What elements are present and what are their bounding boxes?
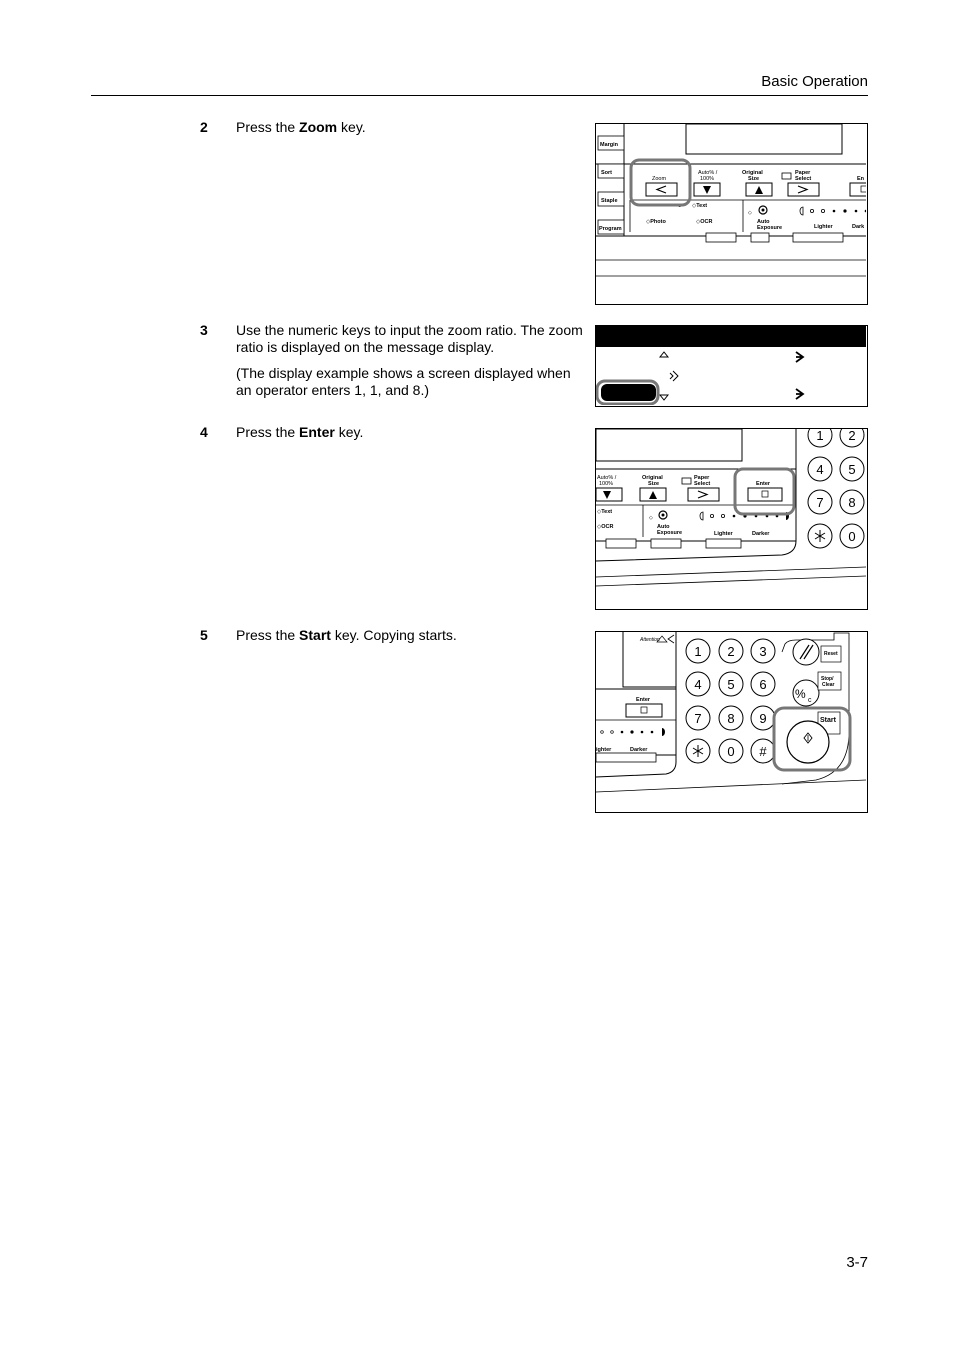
enter-key-label: Enter	[636, 697, 651, 703]
key-2-label: 2	[848, 429, 856, 443]
darker-icon	[662, 728, 665, 736]
display-highlighted-field	[601, 384, 656, 401]
paper-select-label: Paper	[795, 170, 811, 176]
program-key-label: Program	[599, 226, 622, 232]
step-note: (The display example shows a screen displayed when an operator enters 1, 1, and 8.)	[236, 365, 571, 398]
key-6-label: 6	[759, 677, 767, 692]
key-0-label: 0	[727, 744, 735, 759]
step-text-post: key.	[337, 119, 366, 135]
step-text-post: key.	[334, 424, 364, 440]
paper-icon	[682, 478, 691, 484]
right-arrow-key[interactable]	[688, 488, 719, 501]
reset-label: Reset	[824, 651, 838, 657]
key-4-label: 4	[694, 677, 702, 692]
enter-key[interactable]	[748, 488, 782, 501]
lighter-label: Lighter	[814, 224, 833, 230]
zoom-key[interactable]	[646, 183, 677, 196]
step-instruction	[236, 424, 586, 441]
auto-exposure-label: Auto	[757, 219, 770, 225]
staple-key-label: Staple	[601, 198, 618, 204]
step-text-pre: Press the	[236, 627, 300, 643]
figure-message-display	[595, 325, 868, 407]
step-text-pre: Press the	[236, 119, 300, 135]
key-hash-label: #	[759, 744, 767, 759]
key-8-label: 8	[727, 711, 735, 726]
ocr-mode-label: ◇OCR	[597, 524, 614, 530]
reset-key[interactable]	[793, 639, 819, 665]
zoom-key-label: Zoom	[652, 176, 667, 182]
auto-percent-label-2: 100%	[700, 176, 715, 182]
enter-key-label: Enter	[756, 481, 771, 487]
key-3-label: 3	[759, 644, 767, 659]
step-paragraph: Use the numeric keys to input the zoom ratio. The zoom ratio is displayed on the message display.	[236, 322, 583, 355]
paper-select-label-2: Select	[694, 481, 711, 487]
key-7-label: 7	[694, 711, 702, 726]
key-2-label: 2	[727, 644, 735, 659]
lighter-label: Lighter	[714, 531, 733, 537]
header-rule	[91, 95, 868, 96]
step-key-name: Enter	[299, 424, 335, 440]
photo-mode-label: ◇Photo	[646, 219, 666, 225]
stop-clear-icon: %	[795, 687, 806, 701]
enter-label-partial: En	[857, 176, 865, 182]
arrow-right-icon	[796, 352, 803, 362]
darker-label: Darker	[630, 747, 648, 753]
step-text-pre: Press the	[236, 424, 300, 440]
darker-label-partial: Dark	[852, 224, 865, 230]
arrow-icon	[670, 371, 678, 381]
key-9-label: 9	[759, 711, 767, 726]
auto-exposure-indicator: ◇	[748, 210, 752, 216]
original-size-label: Original	[642, 475, 663, 481]
step-key-name: Zoom	[299, 119, 338, 135]
key-4-label: 4	[816, 462, 824, 477]
scroll-up-icon	[660, 352, 668, 357]
key-5-label: 5	[848, 462, 856, 477]
key-1-label: 1	[694, 644, 702, 659]
original-size-label-2: Size	[648, 481, 660, 487]
step-instruction	[236, 627, 586, 644]
original-size-label-2: Size	[748, 176, 760, 182]
margin-key-label: Margin	[600, 142, 619, 148]
key-8-label: 8	[848, 495, 856, 510]
key-7-label: 7	[816, 495, 824, 510]
lighter-label-partial: ighter	[596, 747, 612, 753]
page-number: 3-7	[846, 1254, 868, 1271]
step-text-post: key. Copying starts.	[330, 627, 457, 643]
ocr-mode-label: ◇OCR	[696, 219, 713, 225]
lighter-icon	[800, 207, 803, 215]
text-mode-partial: o	[678, 203, 682, 209]
auto-exposure-label-2: Exposure	[657, 530, 683, 536]
lighter-icon	[700, 512, 703, 520]
paper-select-label: Paper	[694, 475, 710, 481]
enter-key[interactable]	[626, 704, 662, 717]
auto-exposure-label-2: Exposure	[757, 225, 783, 231]
paper-select-label-2: Select	[795, 176, 812, 182]
figure-zoom-panel	[595, 123, 868, 305]
stop-clear-label: Stop/	[821, 676, 834, 682]
step-number: 5	[200, 627, 208, 643]
original-size-label: Original	[742, 170, 763, 176]
text-mode-label: ◇Text	[692, 203, 708, 209]
auto-exposure-indicator: ◇	[649, 515, 653, 521]
right-arrow-key[interactable]	[788, 183, 819, 196]
step-instruction	[236, 119, 586, 136]
auto-percent-label: Auto% /	[698, 170, 718, 176]
start-key[interactable]	[787, 721, 829, 763]
paper-icon	[782, 173, 791, 179]
darker-label: Darker	[752, 531, 770, 537]
auto-percent-label-2: 100%	[599, 481, 614, 487]
stop-clear-label-2: Clear	[822, 682, 835, 688]
auto-percent-label: Auto% /	[597, 475, 617, 481]
text-mode-label: ◇Text	[597, 509, 613, 515]
sort-key-label: Sort	[601, 170, 612, 176]
figure-start-panel	[595, 631, 868, 813]
figure-enter-panel	[595, 428, 868, 610]
enter-key-partial[interactable]	[850, 183, 866, 196]
scroll-down-icon	[660, 395, 668, 400]
step-instruction	[236, 322, 586, 399]
start-label: Start	[820, 717, 836, 724]
auto-exposure-label: Auto	[657, 524, 670, 530]
arrow-right-icon-2	[796, 389, 803, 399]
step-key-name: Start	[299, 627, 331, 643]
stop-clear-icon-c: c	[808, 697, 812, 704]
step-number: 2	[200, 119, 208, 135]
key-5-label: 5	[727, 677, 735, 692]
attention-label: Attention	[640, 637, 660, 643]
key-1-label: 1	[816, 429, 824, 443]
header-title: Basic Operation	[761, 73, 868, 90]
step-number: 3	[200, 322, 208, 338]
key-0-label: 0	[848, 529, 856, 544]
step-number: 4	[200, 424, 208, 440]
